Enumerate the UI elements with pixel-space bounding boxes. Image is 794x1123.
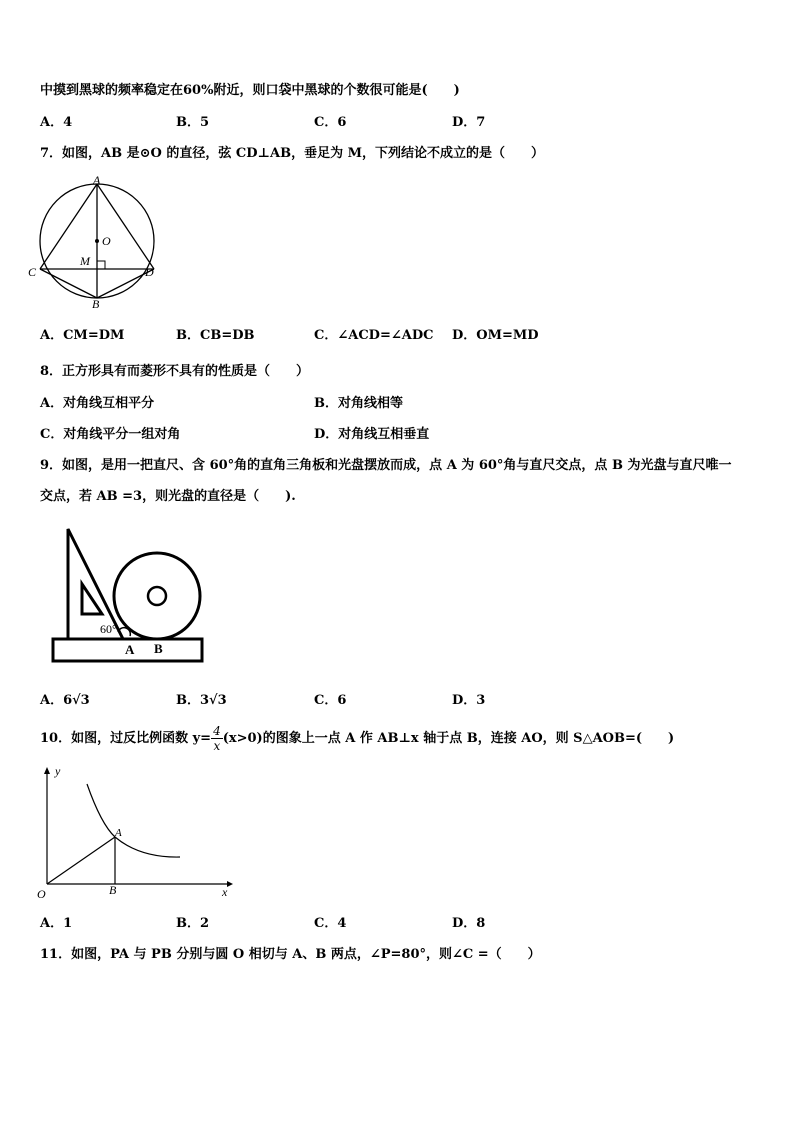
q10-option-c: C．4 bbox=[314, 916, 347, 931]
label-d: D bbox=[145, 265, 154, 279]
q6-option-d: D．7 bbox=[452, 115, 486, 130]
q8-option-d: D．对角线互相垂直 bbox=[314, 427, 430, 442]
q7-option-b: B．CB=DB bbox=[176, 328, 255, 343]
q11-stem: 11．如图，PA 与 PB 分别与圆 O 相切与 A、B 两点，∠P=80°，则∠C =（ ） bbox=[40, 947, 541, 962]
q10-graph-figure bbox=[35, 762, 235, 902]
label-a: A bbox=[115, 827, 122, 839]
q8-option-b: B．对角线相等 bbox=[314, 396, 403, 411]
label-b: B bbox=[154, 641, 163, 656]
q6-option-b: B．5 bbox=[176, 115, 210, 130]
q10-stem-post: (x>0)的图象上一点 A 作 AB⊥x 轴于点 B，连接 AO，则 S△AOB=( ) bbox=[222, 731, 675, 746]
q9-option-d: D．3 bbox=[452, 693, 486, 708]
q6-option-a: A．4 bbox=[40, 115, 73, 130]
label-x: x bbox=[222, 885, 228, 899]
q10-stem bbox=[40, 724, 674, 754]
q6-option-c: C．6 bbox=[314, 115, 347, 130]
label-o: O bbox=[37, 887, 46, 901]
q10-option-b: B．2 bbox=[176, 916, 210, 931]
q9-option-c: C．6 bbox=[314, 693, 347, 708]
q7-stem: 7．如图，AB 是⊙O 的直径，弦 CD⊥AB，垂足为 M，下列结论不成立的是（ ） bbox=[40, 146, 545, 161]
label-o: O bbox=[102, 234, 111, 248]
label-a: A bbox=[93, 173, 101, 187]
label-a: A bbox=[125, 642, 135, 657]
label-m: M bbox=[80, 254, 90, 268]
q10-fraction bbox=[211, 724, 223, 753]
label-c: C bbox=[28, 265, 37, 279]
disc-shape bbox=[114, 553, 200, 639]
q8-option-c: C．对角线平分一组对角 bbox=[40, 427, 181, 442]
q7-option-c: C．∠ACD=∠ADC bbox=[314, 328, 434, 343]
q7-option-a: A．CM=DM bbox=[40, 328, 125, 343]
q7-option-d: D．OM=MD bbox=[452, 328, 539, 343]
q9-stem-line2: 交点，若 AB =3，则光盘的直径是（ ). bbox=[40, 489, 296, 504]
q10-option-d: D．8 bbox=[452, 916, 486, 931]
q9-option-b: B．3√3 bbox=[176, 693, 227, 708]
q6-stem-continuation: 中摸到黑球的频率稳定在60%附近，则口袋中黑球的个数很可能是( ) bbox=[40, 83, 460, 98]
q8-option-a: A．对角线互相平分 bbox=[40, 396, 155, 411]
q10-stem-pre: 10．如图，过反比例函数 y= bbox=[40, 731, 212, 746]
q9-option-a: A．6√3 bbox=[40, 693, 90, 708]
label-b: B bbox=[109, 883, 117, 897]
label-60-deg: 60° bbox=[100, 622, 117, 636]
label-y: y bbox=[55, 764, 61, 778]
q9-ruler-disc-figure bbox=[50, 526, 210, 666]
q10-option-a: A．1 bbox=[40, 916, 73, 931]
q9-stem-line1: 9．如图，是用一把直尺、含 60°角的直角三角板和光盘摆放而成，点 A 为 60°角与直尺交点，点 B 为光盘与直尺唯一 bbox=[40, 458, 732, 473]
label-b: B bbox=[92, 297, 100, 311]
q7-circle-figure bbox=[30, 172, 170, 312]
q8-stem: 8．正方形具有而菱形不具有的性质是（ ） bbox=[40, 364, 310, 379]
q10-fraction-den: x bbox=[213, 739, 221, 753]
q10-fraction-num: 4 bbox=[213, 724, 221, 738]
